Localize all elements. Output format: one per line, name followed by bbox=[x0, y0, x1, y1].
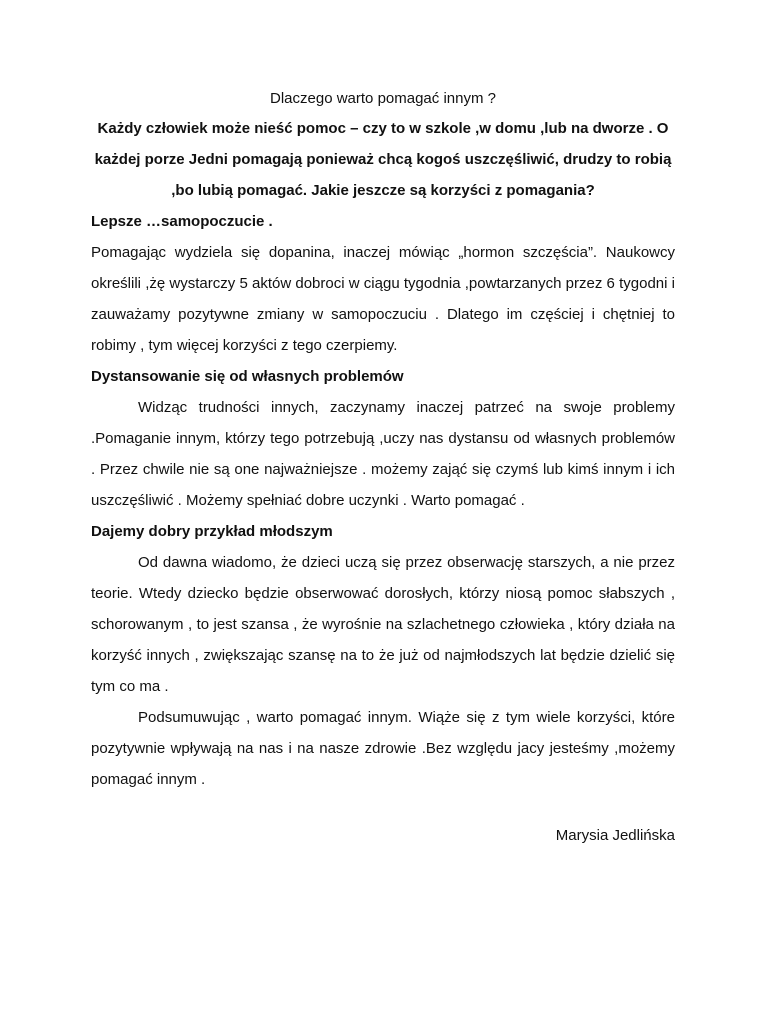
section-heading-example: Dajemy dobry przykład młodszym bbox=[91, 523, 333, 540]
author-signature: Marysia Jedlińska bbox=[555, 827, 675, 844]
section-heading-distance: Dystansowanie się od własnych problemów bbox=[91, 368, 404, 385]
document-intro: Każdy człowiek może nieść pomoc – czy to w szkole ,w domu ,lub na dworze . O każdej porze Jedni pomagają ponieważ chcą kogoś uszczęśliwić, drudzy to robią ,bo lubią pomagać. Jakie jeszcze są korzyści z pomagania? bbox=[94, 120, 672, 199]
document-page bbox=[91, 84, 675, 851]
section-paragraph-example: Od dawna wiadomo, że dzieci uczą się przez obserwację starszych, a nie przez teorie. Wtedy dziecko będzie obserwować dorosłych, którzy niosą pomoc słabszych , schorowanym , to jest szansa , że wyrośnie na szlachetnego człowieka , który działa na korzyść innych , zwiększając szansę na to że już od najmłodszych lat będzie dzielić się tym co ma . bbox=[91, 554, 675, 695]
document-title: Dlaczego warto pomagać innym ? bbox=[270, 90, 496, 107]
section-paragraph-summary: Podsumuwując , warto pomagać innym. Wiąże się z tym wiele korzyści, które pozytywnie wpływają na nas i na nasze zdrowie .Bez względu jacy jesteśmy ,możemy pomagać innym . bbox=[91, 709, 675, 788]
section-heading-wellbeing: Lepsze …samopoczucie . bbox=[91, 213, 273, 230]
section-paragraph-wellbeing: Pomagając wydziela się dopanina, inaczej mówiąc „hormon szczęścia”. Naukowcy określili ,żę wystarczy 5 aktów dobroci w ciągu tygodnia ,powtarzanych przez 6 tygodni i zauważamy pozytywne zmiany w samopoczuciu . Dlatego im częściej i chętniej to robimy , tym więcej korzyści z tego czerpiemy. bbox=[91, 244, 675, 354]
section-paragraph-distance: Widząc trudności innych, zaczynamy inaczej patrzeć na swoje problemy .Pomaganie innym, którzy tego potrzebują ,uczy nas dystansu od własnych problemów . Przez chwile nie są one najważniejsze . możemy zająć się czymś lub kimś innym i ich uszczęśliwić . Możemy spełniać dobre uczynki . Warto pomagać . bbox=[91, 399, 675, 509]
